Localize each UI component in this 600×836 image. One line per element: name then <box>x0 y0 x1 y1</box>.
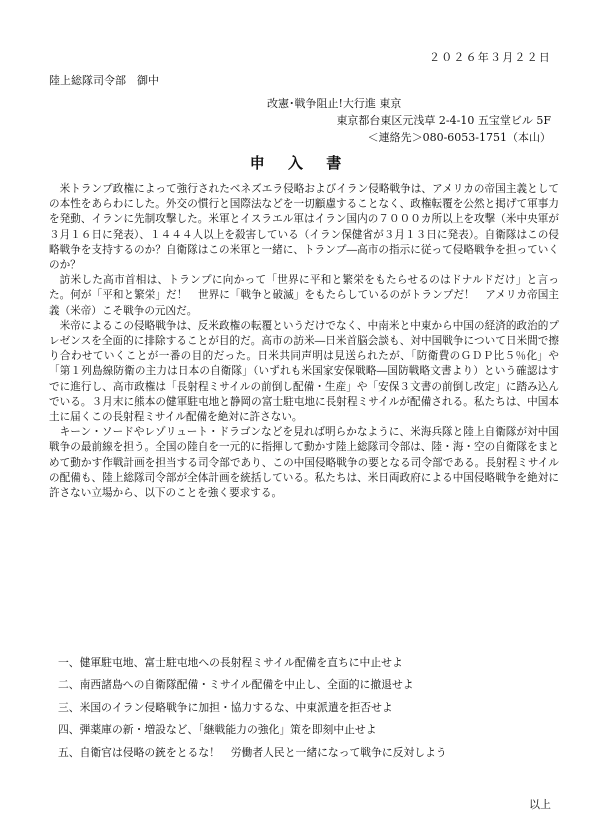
body-paragraph: 訪米した高市首相は、トランプに向かって「世界に平和と繁栄をもたらせるのはドナルドだけ」と言った。何が「平和と繁栄」だ！ 世界に「戦争と破滅」をもたらしているのがトランプだ！ アメリカ帝国主義（米帝）こそ戦争の元凶だ。 <box>49 274 559 317</box>
demand-item: 二、南西諸島への自衛隊配備・ミサイル配備を中止し、全面的に撤退せよ <box>58 678 414 692</box>
demand-item: 一、健軍駐屯地、富士駐屯地への長射程ミサイル配備を直ちに中止せよ <box>58 656 403 669</box>
document-body <box>49 182 559 501</box>
closing-mark: 以上 <box>529 798 551 811</box>
demand-item: 五、自衛官は侵略の銃をとるな！ 労働者人民と一緒になって戦争に反対しよう <box>58 745 447 759</box>
sender-address: 東京都台東区元浅草 2-4-10 五宝堂ビル 5F <box>336 114 551 127</box>
demands-list <box>58 652 558 764</box>
body-paragraph: キーン・ソードやレゾリュート・ドラゴンなどを見れば明らかなように、米海兵隊と陸上自衛隊が対中国戦争の最前線を担う。全国の陸自を一元的に指揮して動かす陸上総隊司令部は、陸・海・空の自衛隊をまとめて動かす作戦計画を担当する司令部であり、この中国侵略戦争の要となる司令部である。長射程ミサイルの配備も、陸上総隊司令部が全体計画を統括している。私たちは、米日両政府による中国侵略戦争を絶対に許さない立場から、以下のことを強く要求する。 <box>49 426 559 500</box>
document-date: ２０２６年３月２２日 <box>429 51 551 64</box>
addressee: 陸上総隊司令部 御中 <box>49 74 159 87</box>
demand-item: 四、弾薬庫の新・増設など、「継戦能力の強化」策を即刻中止せよ <box>58 723 377 737</box>
body-paragraph: 米帝によるこの侵略戦争は、反米政権の転覆というだけでなく、中南米と中東から中国の経済的政治的プレゼンスを全面的に排除することが目的だ。高市の訪米―日米首脳会談も、対中国戦争について日米間で擦り合わせていくことが一番の目的だった。日米共同声明は見送られたが、「防衛費のＧＤＰ比５％化」や「第１列島線防衛の主力は日本の自衛隊」（いずれも米国家安保戦略―国防戦略文書より）という確認はすでに進行し、高市政権は「長射程ミサイルの前倒し配備・生産」や「安保３文書の前倒し改定」に踏み込んでいる。３月末に熊本の健軍駐屯地と静岡の富士駐屯地に長射程ミサイルが配備される。私たちは、中国本土に届くこの長射程ミサイル配備を絶対に許さない。 <box>49 319 559 424</box>
body-paragraph: 米トランプ政権によって強行されたベネズエラ侵略およびイラン侵略戦争は、アメリカの帝国主義としての本性をあらわにした。外交の慣行と国際法などを一切顧慮することなく、政権転覆を公然と掲げて軍事力を発動、イランに先制攻撃した。米軍とイスラエル軍はイラン国内の７０００カ所以上を攻撃（米中央軍が３月１６日に発表）、１４４４人以上を殺害している（イラン保健省が３月１３日に発表）。自衛隊はこの侵略戦争を支持するのか？自衛隊はこの米軍と一緒に、トランプ―高市の指示に従って侵略戦争を担っていくのか？ <box>49 183 559 272</box>
sender-organization: 改憲･戦争阻止!大行進 東京 <box>267 97 402 110</box>
demand-item: 三、米国のイラン侵略戦争に加担・協力するな、中東派遣を拒否せよ <box>58 700 393 714</box>
sender-contact: ＜連絡先＞080-6053-1751（本山） <box>367 131 551 144</box>
document-title: 申 入 書 <box>249 154 351 172</box>
sender-block <box>231 95 551 146</box>
